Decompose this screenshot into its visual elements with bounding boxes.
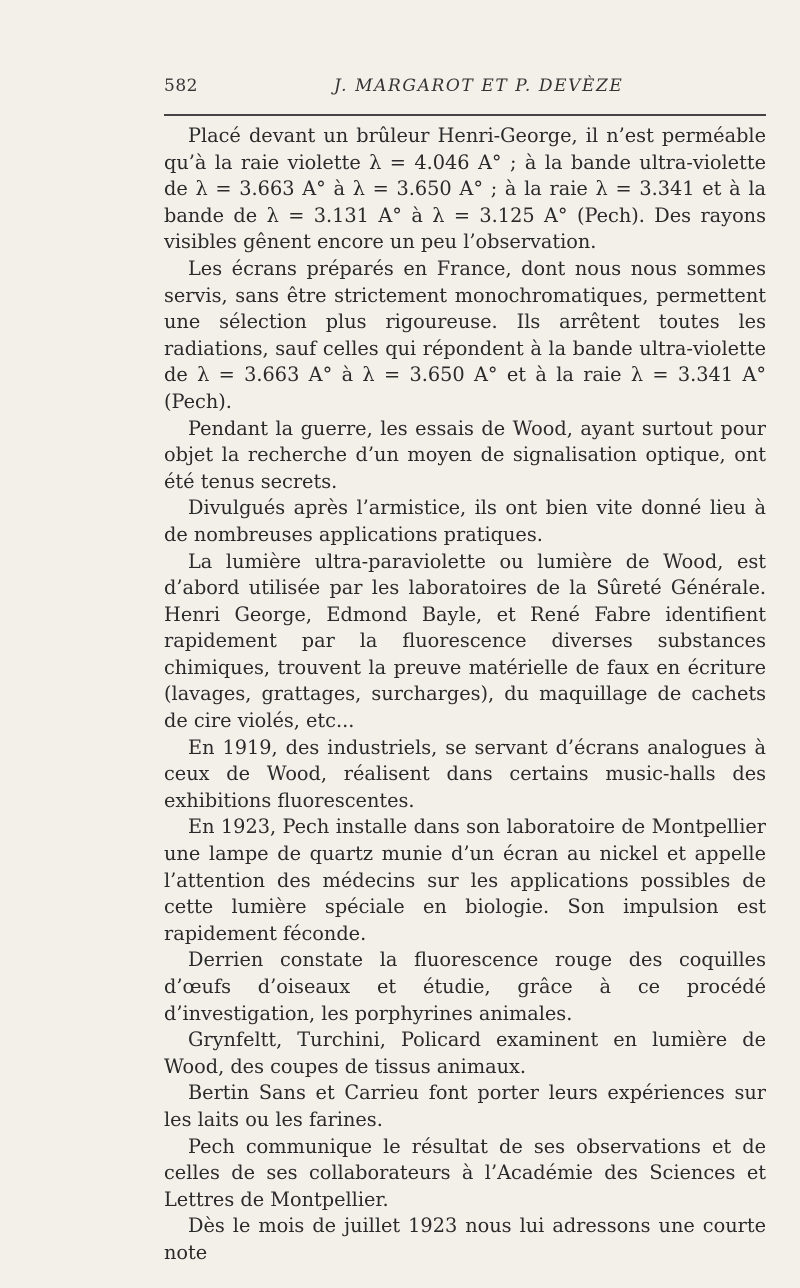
paragraph: Dès le mois de juillet 1923 nous lui adressons une courte note [164, 1214, 766, 1264]
paragraph: En 1919, des industriels, se servant d’écrans analogues à ceux de Wood, réalisent dans certains music-halls des exhibitions fluorescentes. [164, 735, 766, 812]
body-text [164, 123, 766, 1267]
paragraph: En 1923, Pech installe dans son laboratoire de Montpellier une lampe de quartz munie d’un écran au nickel et appelle l’attention des médecins sur les applications possibles de cette lumière spéciale en biologie. Son impulsion est rapidement féconde. [164, 815, 766, 945]
paragraph: Pendant la guerre, les essais de Wood, ayant surtout pour objet la recherche d’un moyen de signalisation optique, ont été tenus secrets. [164, 416, 766, 493]
paragraph: Bertin Sans et Carrieu font porter leurs expériences sur les laits ou les farines. [164, 1081, 766, 1131]
paragraph: Placé devant un brûleur Henri-George, il n’est perméable qu’à la raie violette λ = 4.046 A° ; à la bande ultra-violette de λ = 3.663 A° à λ = 3.650 A° ; à la raie λ = 3.341 et à la bande de λ = 3.131 A° à λ = 3.125 A° (Pech). Des rayons visibles gênent encore un peu l’observation. [164, 124, 766, 254]
page-number: 582 [164, 76, 198, 96]
paragraph: Grynfeltt, Turchini, Policard examinent en lumière de Wood, des coupes de tissus animaux. [164, 1028, 766, 1078]
paragraph: Pech communique le résultat de ses observations et de celles de ses collaborateurs à l’Académie des Sciences et Lettres de Montpellier. [164, 1134, 766, 1211]
paragraph: Divulgués après l’armistice, ils ont bien vite donné lieu à de nombreuses applications pratiques. [164, 496, 766, 546]
paragraph: La lumière ultra-paraviolette ou lumière de Wood, est d’abord utilisée par les laboratoires de la Sûreté Générale. Henri George, Edmond Bayle, et René Fabre identifient rapidement par la fluorescence diverses substances chimiques, trouvent la preuve matérielle de faux en écriture (lavages, grattages, surcharges), du maquillage de cachets de cire violés, etc... [164, 549, 766, 733]
running-title: J. MARGAROT ET P. DEVÈZE [334, 76, 624, 96]
paragraph: Derrien constate la fluorescence rouge des coquilles d’œufs d’oiseaux et étudie, grâce à ce procédé d’investigation, les porphyrines animales. [164, 948, 766, 1025]
paragraph: Les écrans préparés en France, dont nous nous sommes servis, sans être strictement monochromatiques, permettent une sélection plus rigoureuse. Ils arrêtent toutes les radiations, sauf celles qui répondent à la bande ultra-violette de λ = 3.663 A° à λ = 3.650 A° et à la raie λ = 3.341 A° (Pech). [164, 256, 766, 413]
header-rule [164, 114, 766, 116]
page-header [164, 76, 766, 104]
